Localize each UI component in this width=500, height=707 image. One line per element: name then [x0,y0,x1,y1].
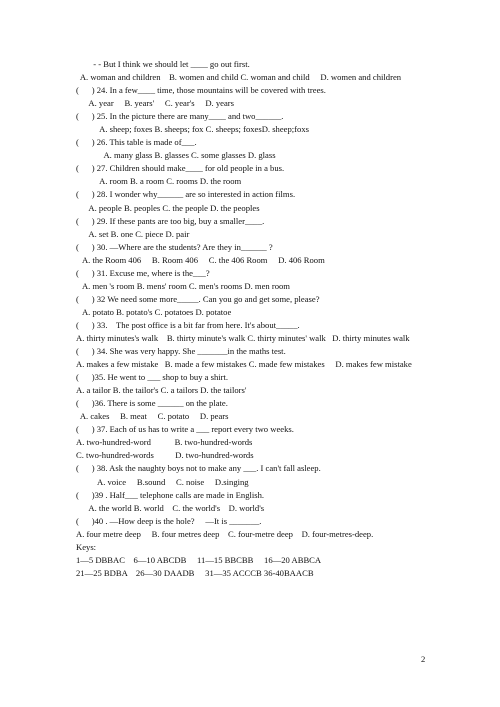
text-line: A. men 's room B. mens' room C. men's rooms D. men room [76,280,290,291]
text-line: ( ) 25. In the picture there are many____ and two______. [76,111,284,122]
text-line: ( ) 29. If these pants are too big, buy a smaller____. [76,215,265,226]
text-line: A. room B. a room C. rooms D. the room [76,176,242,187]
text-line: 21—25 BDBA 26—30 DAADB 31—35 ACCCB 36-40BAACB [76,567,314,578]
text-line: ( ) 28. I wonder why______ are so interested in action films. [76,189,296,200]
text-line: C. two-hundred-words D. two-hundred-words [76,450,254,461]
text-line: A. four metre deep B. four metres deep C. four-metre deep D. four-metres-deep. [76,528,374,539]
text-line: - - But I think we should let ____ go out first. [76,59,250,69]
text-line: A. thirty minutes's walk B. thirty minute's walk C. thirty minutes' walk D. thirty minutes walk [76,332,410,343]
text-line: A. set B. one C. piece D. pair [76,228,190,239]
text-line: 1—5 DBBAC 6—10 ABCDB 11—15 BBCBB 16—20 ABBCA [76,554,322,565]
text-line: A. people B. peoples C. the people D. the peoples [76,202,260,213]
text-line: A. the world B. world C. the world's D. world's [76,502,265,513]
text-line: A. sheep; foxes B. sheeps; fox C. sheeps; foxesD. sheep;foxs [76,124,309,135]
question-text-block [76,58,496,580]
text-line: ( )40 . —How deep is the hole? —It is _______. [76,515,262,526]
text-line: Keys: [76,541,97,552]
text-line: ( ) 38. Ask the naughty boys not to make any ___. I can't fall asleep. [76,463,321,474]
text-line: ( ) 26. This table is made of___. [76,137,197,148]
text-line: A. year B. years' C. year's D. years [76,98,234,109]
text-line: ( )36. There is some ______ on the plate. [76,398,228,409]
text-line: A. potato B. potato's C. potatoes D. potatoe [76,306,232,317]
text-line: ( ) 24. In a few____ time, those mountains will be covered with trees. [76,85,326,96]
text-line: ( ) 31. Excuse me, where is the___? [76,267,210,278]
text-line: A. woman and children B. women and child C. woman and child D. women and children [76,72,402,83]
text-line: ( ) 34. She was very happy. She _______in the maths test. [76,346,286,357]
text-line: A. two-hundred-word B. two-hundred-words [76,437,253,448]
text-line: A. the Room 406 B. Room 406 C. the 406 Room D. 406 Room [76,254,325,265]
text-line: ( )35. He went to ___ shop to buy a shirt. [76,372,229,383]
text-line: ( ) 32 We need some more_____. Can you go and get some, please? [76,293,320,304]
text-line: ( )39 . Half___ telephone calls are made in English. [76,489,265,500]
text-line: A. many glass B. glasses C. some glasses D. glass [76,150,276,161]
text-line: ( ) 27. Children should make____ for old people in a bus. [76,163,285,174]
text-line: A. a tailor B. the tailor's C. a tailors D. the tailors' [76,385,247,396]
text-line: ( ) 37. Each of us has to write a ___ report every two weeks. [76,424,294,435]
page-number: 2 [421,654,426,664]
text-line: ( ) 33. The post office is a bit far from here. It's about_____. [76,319,300,330]
text-line: A. cakes B. meat C. potato D. pears [76,411,229,422]
text-line: ( ) 30. —Where are the students? Are they in______ ? [76,241,273,252]
text-line: A. voice B.sound C. noise D.singing [76,476,249,487]
text-line: A. makes a few mistake B. made a few mistakes C. made few mistakes D. makes few mistake [76,359,412,370]
